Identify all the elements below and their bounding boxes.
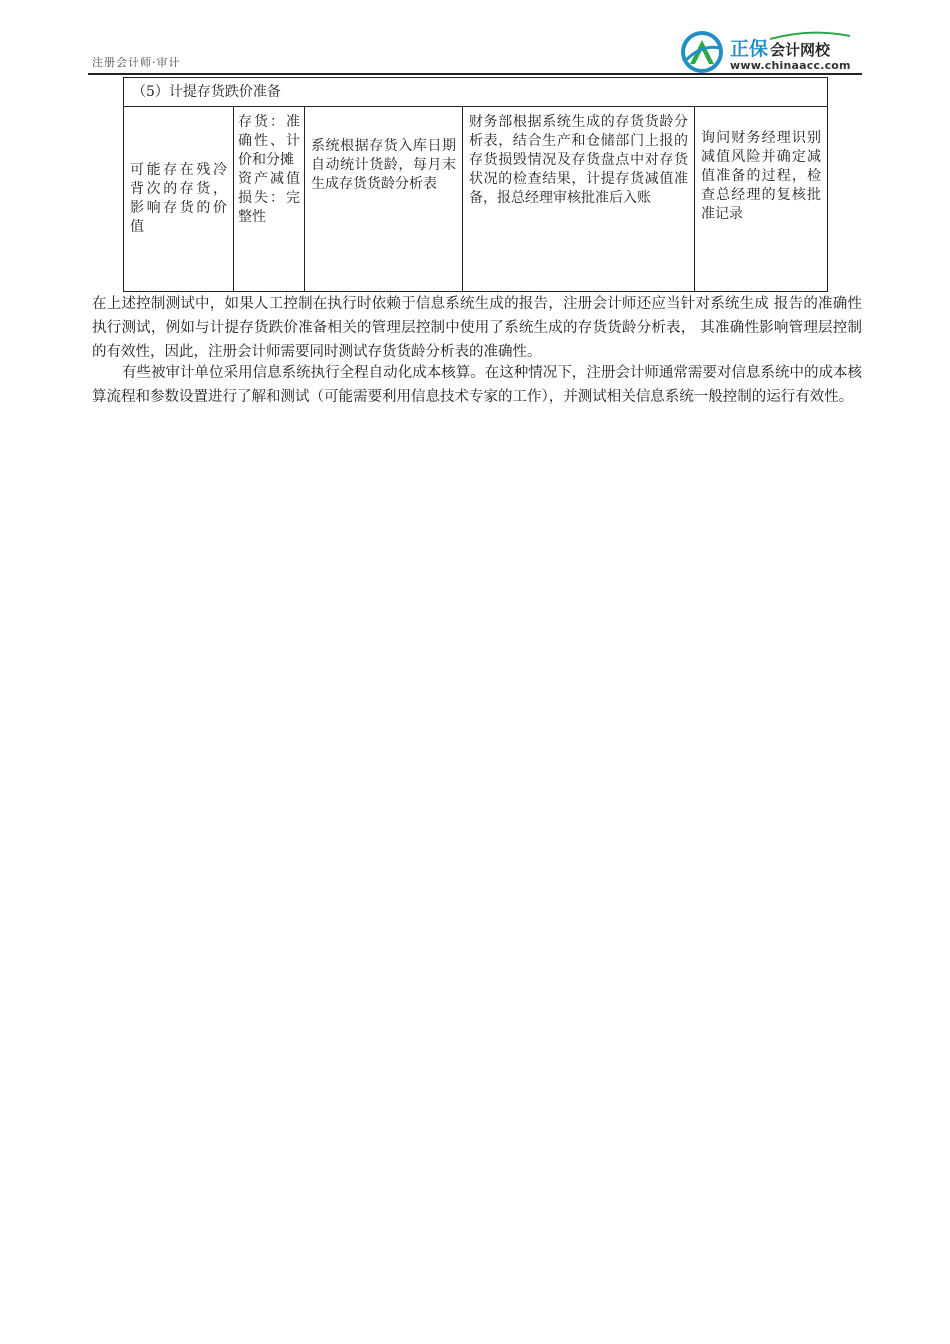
- test-procedure-cell: 询问财务经理识别减值风险并确定减值准备的过程，检查总经理的复核批准记录: [695, 107, 828, 292]
- brand-logo: [680, 30, 860, 74]
- assertion-cell: 存货：准确性、计价和分摊 资产减值损失：完整性: [234, 107, 305, 292]
- manual-control-cell: 财务部根据系统生成的存货货龄分析表，结合生产和仓储部门上报的存货损毁情况及存货盘点中对存货状况的检查结果，计提存货减值准备，报总经理审核批准后入账: [463, 107, 695, 292]
- automated-control-cell: 系统根据存货入库日期自动统计货龄，每月末生成存货货龄分析表: [305, 107, 463, 292]
- logo-name-small: 会计网校: [770, 41, 831, 59]
- page-header: [88, 28, 862, 76]
- logo-mark-icon: [680, 30, 724, 74]
- logo-url: www.chinaacc.com: [730, 59, 851, 72]
- paragraph-2: 有些被审计单位采用信息系统执行全程自动化成本核算。在这种情况下，注册会计师通常需要对信息系统中的成本核算流程和参数设置进行了解和测试（可能需要利用信息技术专家的工作），并测试相关信息系统一般控制的运行有效性。: [92, 365, 862, 405]
- header-divider: [88, 73, 862, 75]
- risk-cell: 可能存在残冷背次的存货，影响存货的价值: [124, 107, 234, 292]
- logo-name: [730, 34, 830, 61]
- control-table: [123, 77, 828, 292]
- header-left-text: 注册会计师·审计: [92, 56, 181, 69]
- table-title-row: [124, 78, 828, 107]
- logo-name-big: 正保: [730, 38, 769, 60]
- paragraph-1: 在上述控制测试中，如果人工控制在执行时依赖于信息系统生成的报告，注册会计师还应当针对系统生成 报告的准确性执行测试，例如与计提存货跌价准备相关的管理层控制中使用了系统生成的存货货龄分析表， 其准确性影响管理层控制的有效性，因此，注册会计师需要同时测试存货货龄分析表的准确性。: [92, 296, 862, 360]
- section-title: （5）计提存货跌价准备: [124, 78, 828, 107]
- table-row: [124, 107, 828, 292]
